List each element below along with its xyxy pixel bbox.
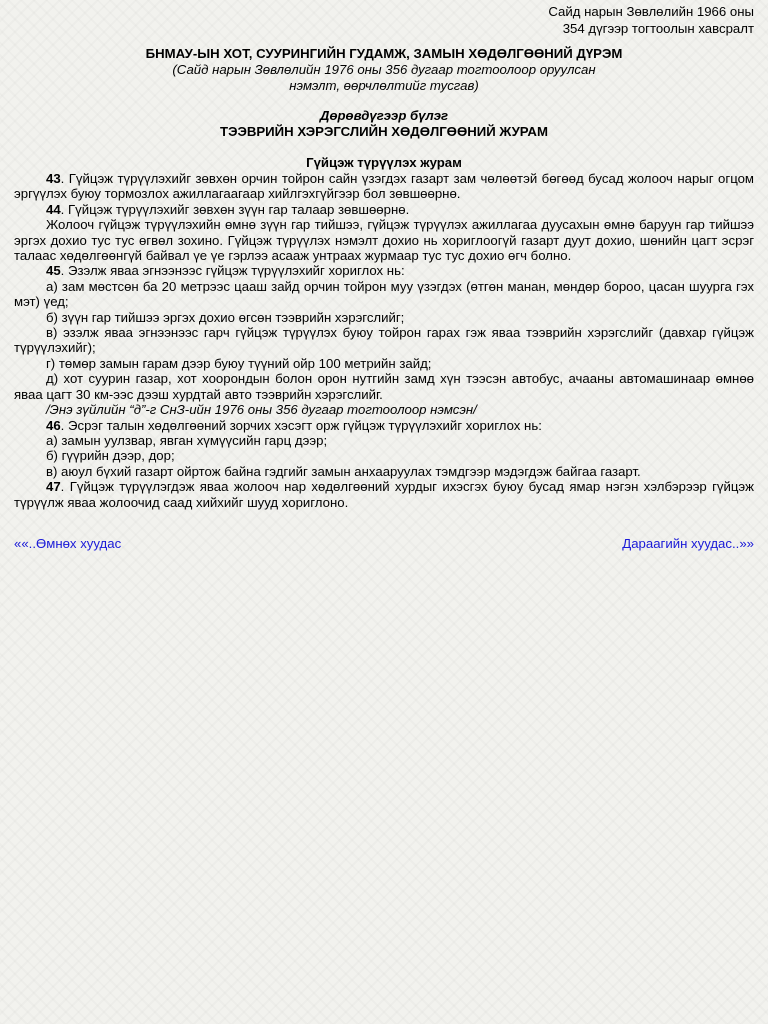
- article-47-text: . Гүйцэж түрүүлэгдэж яваа жолооч нар хөдөлгөөний хурдыг ихэсгэх буюу бусад ямар нэгэн хэлбэрээр гүйцэж түрүүлж яваа жолоочид саад хийхийг шууд хориглоно.: [14, 479, 754, 510]
- article-45-item-a: а) зам мөстсөн ба 20 метрээс цааш зайд орчин тойрон муу үзэгдэх (өтгөн манан, мөндөр бороо, цасан шуурга гэх мэт) үед;: [14, 278, 754, 310]
- article-45-item-v: в) эзэлж яваа эгнээнээс гарч гүйцэж түрүүлэх буюу тойрон гарах гэж яваа тээврийн хэрэгслийг (давхар гүйцэж түрүүлэхийг);: [14, 325, 754, 356]
- page-navigation: [14, 536, 754, 554]
- article-47-number: 47: [46, 479, 61, 495]
- document-title: БНМАУ-ЫН ХОТ, СУУРИНГИЙН ГУДАМЖ, ЗАМЫН ХӨДӨЛГӨӨНИЙ ДҮРЭМ: [145, 46, 623, 61]
- article-45-item-d: д) хот суурин газар, хот хоорондын болон орон нутгийн замд хүн тээсэн автобус, ачааны автомашинаар өмнөө яваа цагт 30 км-ээс дээш хурдтай авто тээврийн хэрэгслийг.: [14, 371, 754, 402]
- decree-reference-line1: Сайд нарын Зөвлөлийн 1966 оны: [548, 4, 754, 19]
- article-45-item-g: г) төмөр замын гарам дээр буюу түүний ойр 100 метрийн зайд;: [46, 355, 432, 371]
- article-44: [14, 202, 754, 217]
- articles-body: [14, 171, 754, 510]
- article-44-paragraph-2: Жолооч гүйцэж түрүүлэхийн өмнө зүүн гар тийшээ, гүйцэж түрүүлэх ажиллагаа дуусахын өмнө баруун гар тийшээ эргэх дохио тус тус өгвөл зохино. Гүйцэж түрүүлэх нэмэлт дохио нь хориглоогүй газарт дуут дохио, шөнийн цагт эсрэг талаас хөдөлгөөнгүй байвал үе үе гэрлээ асааж унтраах журмаар тус тус дохио өгч болно.: [14, 217, 754, 264]
- article-45-number: 45: [46, 263, 61, 279]
- article-43: [14, 171, 754, 202]
- document-page: [14, 3, 754, 510]
- article-46: [14, 418, 754, 433]
- article-44-text: . Гүйцэж түрүүлэхийг зөвхөн зүүн гар талаар зөвшөөрнө.: [60, 201, 410, 217]
- decree-reference-line2: 354 дүгээр тогтоолын хавсралт: [562, 21, 754, 36]
- article-43-number: 43: [46, 171, 61, 186]
- chapter-title: ТЭЭВРИЙН ХЭРЭГСЛИЙН ХӨДӨЛГӨӨНИЙ ЖУРАМ: [220, 124, 548, 139]
- decree-reference: [14, 3, 754, 37]
- article-43-text: . Гүйцэж түрүүлэхийг зөвхөн орчин тойрон сайн үзэгдэх газарт зам чөлөөтэй бөгөөд бусад жолооч нарыг огцом эргүүлэх буюу тормозлох ажиллагаагаар хийлгэхгүйгээр бол зөвшөөрнө.: [14, 171, 754, 202]
- chapter-heading: Дөрөвдүгээр бүлэг: [319, 108, 449, 123]
- article-47: [14, 479, 754, 510]
- amendment-note-line1: (Сайд нарын Зөвлөлийн 1976 оны 356 дугаар тогтоолоор оруулсан: [172, 62, 596, 77]
- section-heading: Гүйцэж түрүүлэх журам: [306, 155, 462, 170]
- article-45: [14, 263, 754, 278]
- article-46-number: 46: [46, 417, 61, 433]
- next-page-link[interactable]: Дараагийн хуудас..»»: [622, 536, 754, 551]
- article-46-item-v: в) аюул бүхий газарт ойртож байна гэдгийг замын анхааруулах тэмдгээр мэдэгдэж байгаа газарт.: [46, 463, 641, 479]
- article-45-item-b: б) зүүн гар тийшээ эргэх дохио өгсөн тээврийн хэрэгслийг;: [46, 309, 405, 325]
- previous-page-link[interactable]: ««..Өмнөх хуудас: [14, 536, 122, 551]
- article-45-text: . Эзэлж яваа эгнээнээс гүйцэж түрүүлэхийг хориглох нь:: [60, 263, 405, 279]
- article-46-item-b: б) гүүрийн дээр, дор;: [46, 448, 175, 464]
- amendment-note-line2: нэмэлт, өөрчлөлтийг тусгав): [289, 78, 479, 93]
- article-45-amendment-note: /Энэ зүйлийн “д”-г СнЗ-ийн 1976 оны 356 дугаар тогтоолоор нэмсэн/: [46, 402, 477, 418]
- article-44-number: 44: [46, 201, 61, 217]
- article-46-text: . Эсрэг талын хөдөлгөөний зорчих хэсэгт орж гүйцэж түрүүлэхийг хориглох нь:: [60, 417, 542, 433]
- article-46-item-a: а) замын уулзвар, явган хүмүүсийн гарц дээр;: [46, 432, 328, 448]
